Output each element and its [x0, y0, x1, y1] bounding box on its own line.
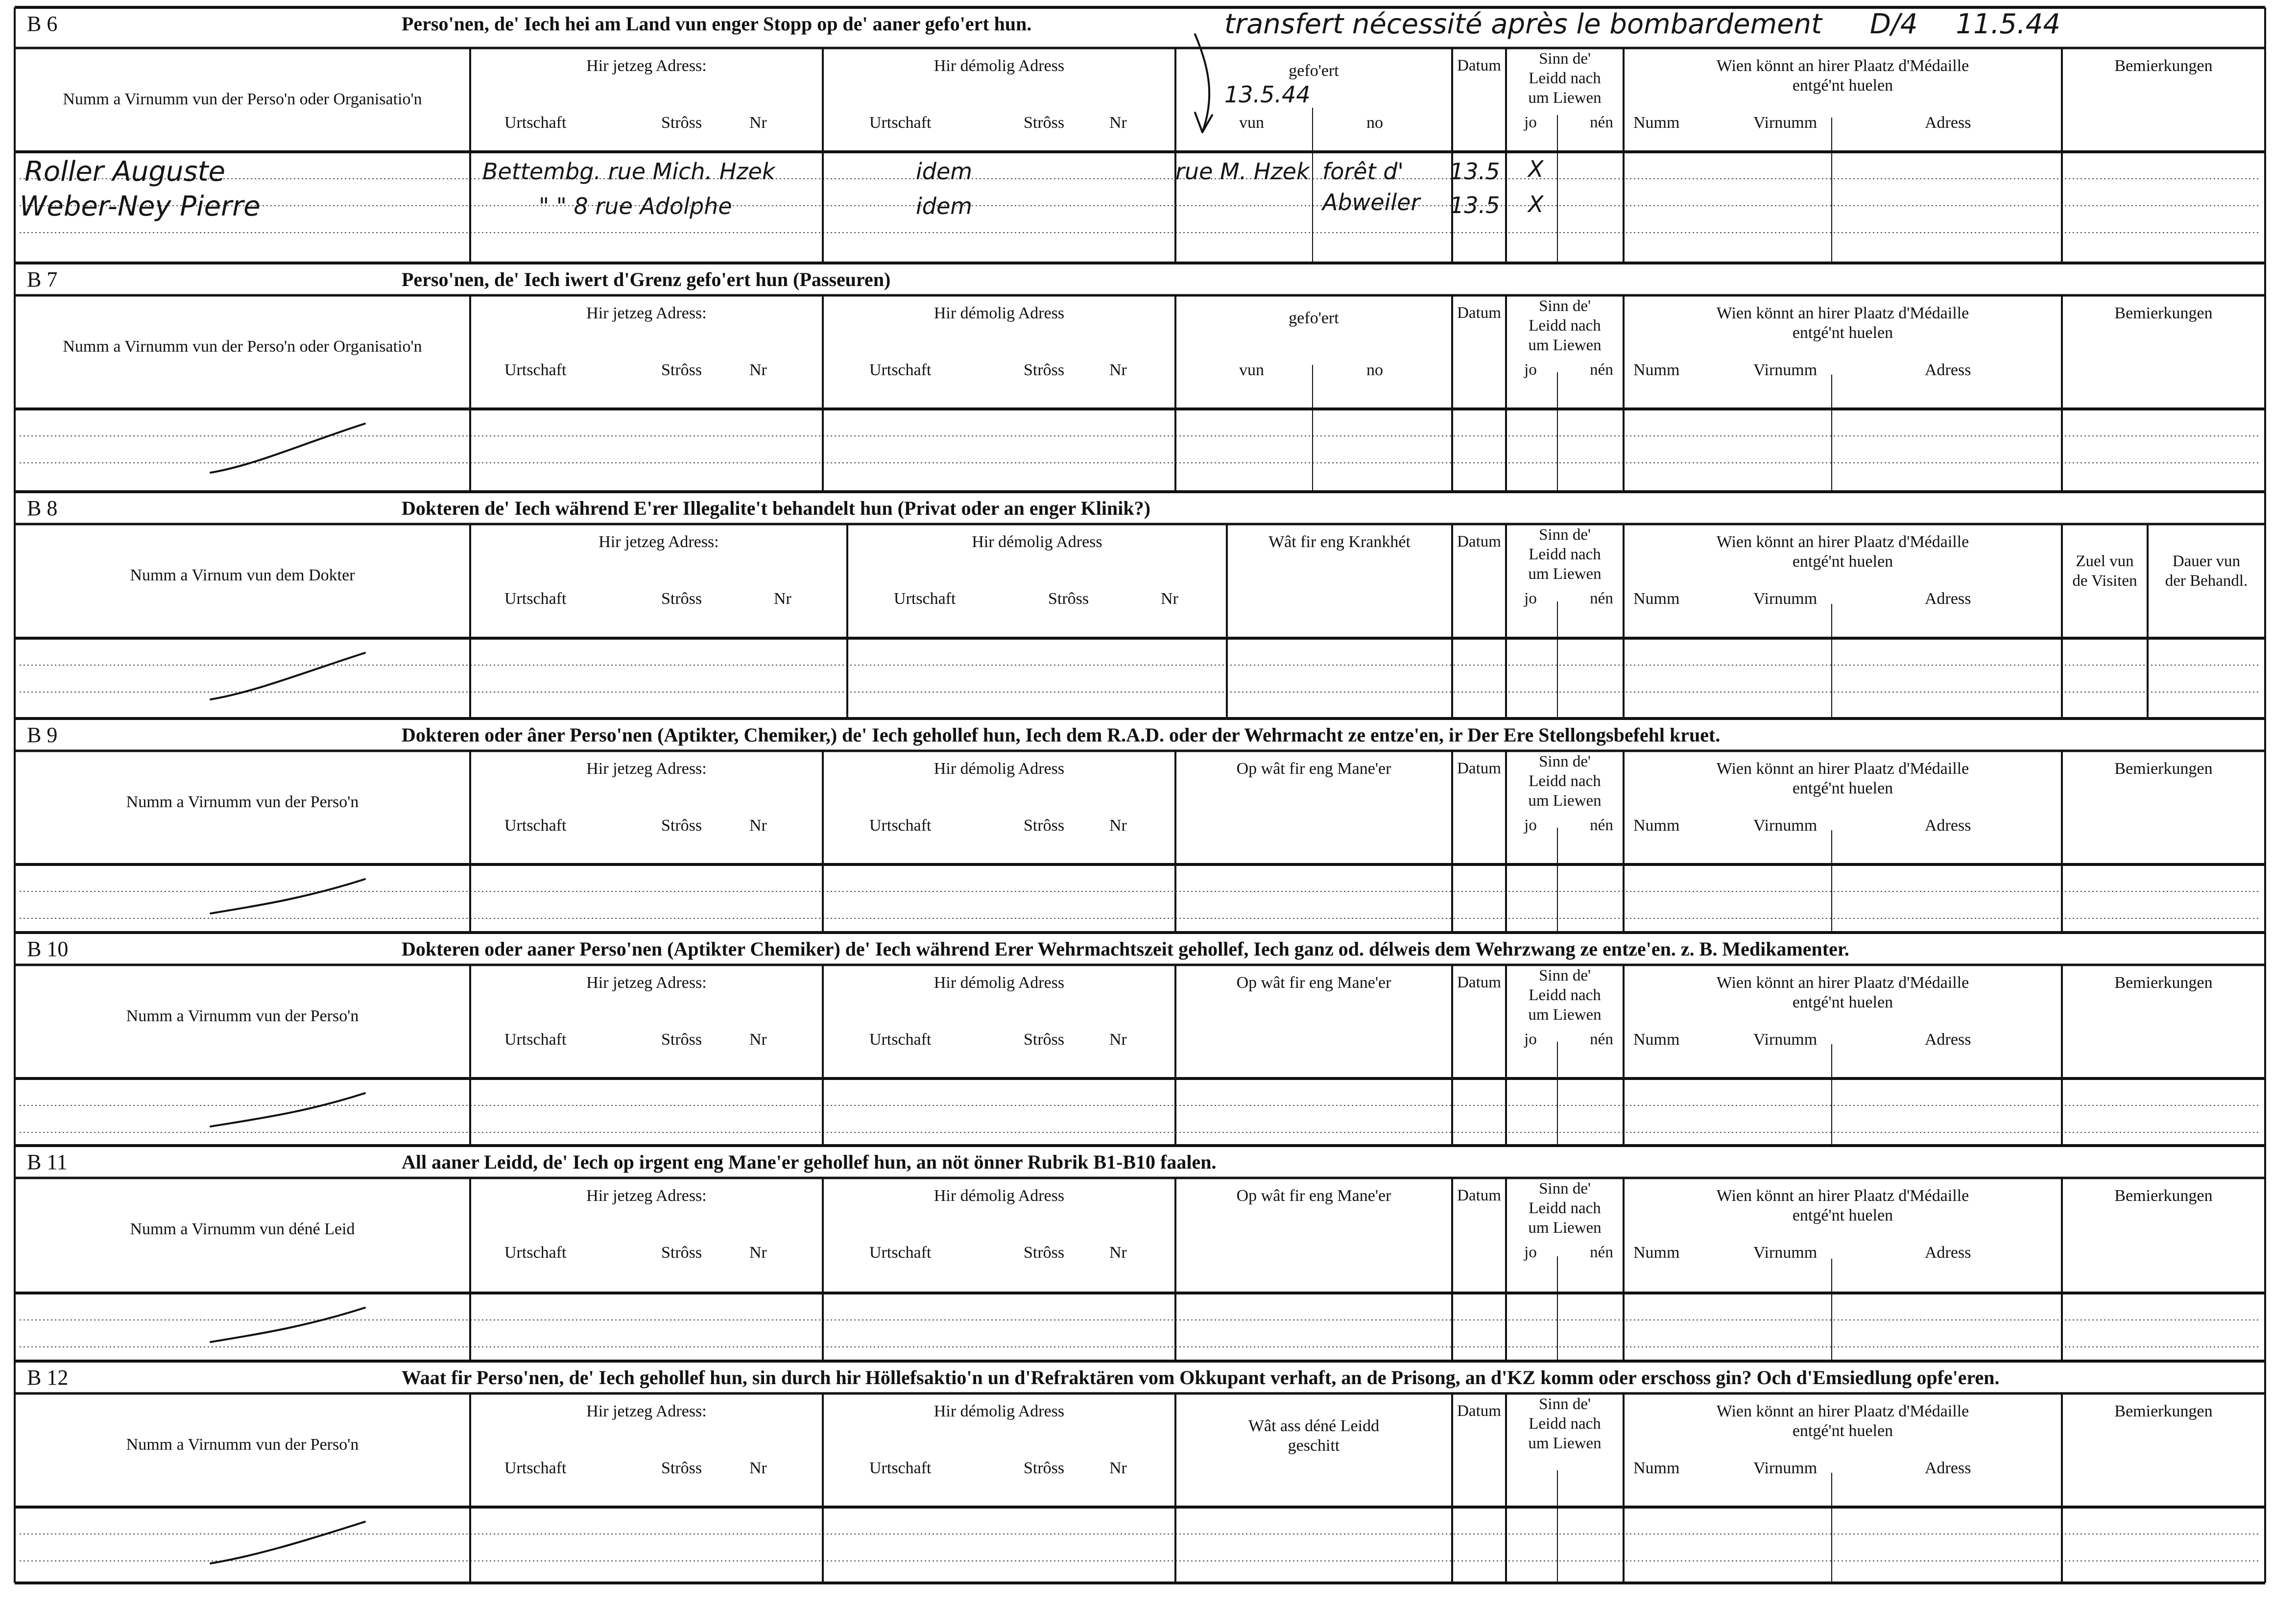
section-b11-sinn-3: um Liewen [1528, 1219, 1602, 1237]
section-b11-nr-1: Nr [749, 1244, 767, 1262]
handwritten-note-text: transfert nécessité après le bombardement [1224, 8, 1822, 40]
section-b7-nr-2: Nr [1109, 361, 1127, 379]
b6-row1-demolig: idem [916, 158, 973, 185]
section-b7-hir-jetzeg: Hir jetzeg Adress: [586, 304, 707, 322]
b6-row2-demolig: idem [916, 193, 973, 219]
section-b10-stross-2: Strôss [1024, 1030, 1065, 1049]
b6-row2-name: Weber-Ney Pierre [20, 191, 261, 222]
section-b6-vun: vun [1239, 114, 1264, 132]
section-b11-wien-2: entgé'nt huelen [1792, 1206, 1893, 1224]
section-b7-sinn-2: Leidd nach [1529, 317, 1601, 335]
section-b10-col-name: Numm a Virnumm vun der Perso'n [126, 1007, 359, 1025]
section-b7-stross-1: Strôss [661, 361, 702, 379]
section-b8-nen: nén [1590, 590, 1613, 607]
section-b11-urtschaft-1: Urtschaft [504, 1244, 567, 1262]
section-b9-hir-jetzeg: Hir jetzeg Adress: [586, 760, 707, 778]
handwritten-note-signature: D/4 [1869, 8, 1918, 40]
section-b8-nr-1: Nr [774, 590, 791, 608]
section-b12-hir-jetzeg: Hir jetzeg Adress: [586, 1402, 707, 1420]
section-b9-empty-strike-mark [211, 879, 365, 913]
section-b12-numm: Numm [1633, 1459, 1680, 1477]
section-b10-nr-1: Nr [749, 1030, 767, 1049]
section-b7-hir-demolig: Hir démolig Adress [933, 304, 1065, 322]
section-b6-adress: Adress [1925, 114, 1971, 132]
handwritten-note-date: 11.5.44 [1956, 8, 2061, 40]
section-b7-urtschaft-2: Urtschaft [869, 361, 932, 379]
section-b6-sinn-3: um Liewen [1528, 89, 1602, 107]
section-b9-maner: Op wât fir eng Mane'er [1236, 760, 1391, 778]
section-b9-sinn-2: Leidd nach [1529, 772, 1601, 790]
section-b11-title: All aaner Leidd, de' Iech op irgent eng Mane'er gehollef hun, an nöt önner Rubrik B1-B10 faalen. [402, 1151, 1217, 1173]
section-b7-numm: Numm [1633, 361, 1680, 379]
section-b9-bemierkungen: Bemierkungen [2114, 760, 2213, 778]
section-b11-stross-2: Strôss [1024, 1244, 1065, 1262]
section-b9-wien-1: Wien könnt an hirer Plaatz d'Médaille [1716, 760, 1969, 778]
section-b8-krankhet: Wât fir eng Krankhét [1268, 533, 1411, 551]
section-b8-stross-1: Strôss [661, 590, 702, 608]
section-b9-sinn-1: Sinn de' [1539, 753, 1591, 770]
section-b6-nr-1: Nr [749, 114, 767, 132]
section-b11-bemierkungen: Bemierkungen [2114, 1187, 2213, 1205]
section-b6-col-name: Numm a Virnumm vun der Perso'n oder Organisatio'n [63, 90, 422, 108]
section-b12-sinn-2: Leidd nach [1529, 1415, 1601, 1433]
section-b6-virnumm: Virnumm [1753, 114, 1818, 132]
b6-row1-datum: 13.5 [1450, 158, 1500, 185]
section-b8-datum: Datum [1457, 533, 1501, 551]
handwritten-note [1224, 8, 2061, 40]
section-b6-sinn-2: Leidd nach [1529, 70, 1601, 87]
section-b11-empty-strike-mark [211, 1308, 365, 1342]
section-b11-id: B 11 [27, 1150, 68, 1174]
section-b10-adress: Adress [1925, 1030, 1971, 1049]
section-b9-hir-demolig: Hir démolig Adress [933, 760, 1065, 778]
section-b10-maner: Op wât fir eng Mane'er [1236, 974, 1391, 992]
b6-row2-jetzeg: " " 8 rue Adolphe [539, 193, 732, 219]
section-b12-wien-1: Wien könnt an hirer Plaatz d'Médaille [1716, 1402, 1969, 1420]
b6-gefoert-date: 13.5.44 [1224, 81, 1311, 108]
section-b8-zuel-2: de Visiten [2072, 572, 2137, 590]
section-b10-sinn-2: Leidd nach [1529, 986, 1601, 1004]
section-b6-nen: nén [1590, 114, 1613, 131]
section-b6-wien-1: Wien könnt an hirer Plaatz d'Médaille [1716, 57, 1969, 75]
section-b10-hir-jetzeg: Hir jetzeg Adress: [586, 974, 707, 992]
section-b12-col-name: Numm a Virnumm vun der Perso'n [126, 1436, 359, 1454]
section-b9-wien-2: entgé'nt huelen [1792, 779, 1893, 797]
section-b11-sinn-2: Leidd nach [1529, 1199, 1601, 1217]
section-b10-stross-1: Strôss [661, 1030, 702, 1049]
section-b11-sinn-1: Sinn de' [1539, 1180, 1591, 1198]
section-b7-datum: Datum [1457, 304, 1501, 322]
section-b8-sinn-3: um Liewen [1528, 565, 1602, 583]
section-b12-title: Waat fir Perso'nen, de' Iech gehollef hun, sin durch hir Höllefsaktio'n un d'Refraktären vom Okkupant verhaft, an de Prisong, an d'KZ komm oder erschoss gin? Och d'Emsiedlung opfe'eren. [402, 1366, 2000, 1389]
section-b8-dauer-2: der Behandl. [2165, 572, 2248, 590]
section-b10-title: Dokteren oder aaner Perso'nen (Aptikter Chemiker) de' Iech während Erer Wehrmachtszeit gehollef, Iech ganz od. délweis dem Wehrzwang ze entze'en. z. B. Medikamenter. [402, 938, 1849, 960]
section-b11-nen: nén [1590, 1244, 1613, 1261]
section-b12-bemierkungen: Bemierkungen [2114, 1402, 2213, 1420]
section-b7-vun: vun [1239, 361, 1264, 379]
section-b6-stross-2: Strôss [1024, 114, 1065, 132]
section-b7-id: B 7 [27, 267, 58, 291]
section-b9-urtschaft-2: Urtschaft [869, 816, 932, 835]
section-b8-nr-2: Nr [1161, 590, 1178, 608]
section-b10-empty-strike-mark [211, 1093, 365, 1126]
section-b12-urtschaft-1: Urtschaft [504, 1459, 567, 1477]
section-b9-adress: Adress [1925, 816, 1971, 835]
section-b8-wien-1: Wien könnt an hirer Plaatz d'Médaille [1716, 533, 1969, 551]
section-b8-hir-jetzeg: Hir jetzeg Adress: [598, 533, 719, 551]
section-b10-wien-2: entgé'nt huelen [1792, 993, 1893, 1011]
section-b8-numm: Numm [1633, 590, 1680, 608]
section-b6-datum: Datum [1457, 57, 1501, 74]
section-b10-virnumm: Virnumm [1753, 1030, 1818, 1049]
section-b11-urtschaft-2: Urtschaft [869, 1244, 932, 1262]
section-b12-stross-1: Strôss [661, 1459, 702, 1477]
section-b7-adress: Adress [1925, 361, 1971, 379]
section-b11-nr-2: Nr [1109, 1244, 1127, 1262]
section-b12-wat-assi-2: geschitt [1288, 1437, 1340, 1455]
section-b7-nen: nén [1590, 361, 1613, 379]
section-b10-jo: jo [1524, 1030, 1537, 1048]
b6-row1-vun: rue M. Hzek [1175, 158, 1310, 185]
b6-row1-name: Roller Auguste [24, 156, 225, 188]
section-b11-stross-1: Strôss [661, 1244, 702, 1262]
section-b9-title: Dokteren oder âner Perso'nen (Aptikter, Chemiker,) de' Iech gehollef hun, Iech dem R.A.D. oder der Wehrmacht ze entze'en, ir Der Ere Stellongsbefehl kruet. [402, 724, 1721, 746]
section-b8-title: Dokteren de' Iech während E'rer Illegalite't behandelt hun (Privat oder an enger Klinik?) [402, 497, 1150, 519]
section-b10-numm: Numm [1633, 1030, 1680, 1049]
section-b9-datum: Datum [1457, 760, 1501, 777]
section-b7-jo: jo [1524, 361, 1537, 379]
section-b10-nen: nén [1590, 1030, 1613, 1048]
section-b9-col-name: Numm a Virnumm vun der Perso'n [126, 793, 359, 811]
section-b7-col-name: Numm a Virnumm vun der Perso'n oder Organisatio'n [63, 337, 422, 356]
section-b11-hir-demolig: Hir démolig Adress [933, 1187, 1065, 1205]
section-b9-stross-2: Strôss [1024, 816, 1065, 835]
section-b8-adress: Adress [1925, 590, 1971, 608]
section-b11-virnumm: Virnumm [1753, 1244, 1818, 1262]
section-b7-sinn-1: Sinn de' [1539, 297, 1591, 315]
section-b9-virnumm: Virnumm [1753, 816, 1818, 835]
section-b7-virnumm: Virnumm [1753, 361, 1818, 379]
section-b8-sinn-1: Sinn de' [1539, 526, 1591, 544]
section-b7-title: Perso'nen, de' Iech iwert d'Grenz gefo'ert hun (Passeuren) [402, 268, 891, 290]
section-b10-wien-1: Wien könnt an hirer Plaatz d'Médaille [1716, 974, 1969, 992]
section-b7-nr-1: Nr [749, 361, 767, 379]
section-b6-title: Perso'nen, de' Iech hei am Land vun enger Stopp op de' aaner gefo'ert hun. [402, 13, 1032, 35]
section-b12-id: B 12 [27, 1365, 69, 1389]
section-b12-sinn-1: Sinn de' [1539, 1395, 1591, 1413]
section-b9-urtschaft-1: Urtschaft [504, 816, 567, 835]
section-b6-hir-demolig: Hir démolig Adress [933, 57, 1065, 75]
section-b6-urtschaft-1: Urtschaft [504, 114, 567, 132]
section-b9-stross-1: Strôss [661, 816, 702, 835]
section-b12-wien-2: entgé'nt huelen [1792, 1422, 1893, 1440]
section-b7-wien-2: entgé'nt huelen [1792, 324, 1893, 342]
section-b12-stross-2: Strôss [1024, 1459, 1065, 1477]
section-b11-jo: jo [1524, 1244, 1537, 1261]
section-b7-no: no [1366, 361, 1383, 379]
section-b6-no: no [1366, 114, 1383, 132]
section-b11-wien-1: Wien könnt an hirer Plaatz d'Médaille [1716, 1187, 1969, 1205]
section-b6-wien-2: entgé'nt huelen [1792, 76, 1893, 95]
section-b10-urtschaft-2: Urtschaft [869, 1030, 932, 1049]
section-b12-virnumm: Virnumm [1753, 1459, 1818, 1477]
section-b7-bemierkungen: Bemierkungen [2114, 304, 2213, 322]
section-b9-sinn-3: um Liewen [1528, 792, 1602, 810]
b6-row2-jo-mark: X [1528, 191, 1544, 217]
section-b8-sinn-2: Leidd nach [1529, 546, 1601, 563]
section-b9-jo: jo [1524, 816, 1537, 834]
section-b8-id: B 8 [27, 496, 58, 520]
section-b9-nr-2: Nr [1109, 816, 1127, 835]
section-b8-hir-demolig: Hir démolig Adress [972, 533, 1102, 551]
b6-row1-jetzeg: Bettembg. rue Mich. Hzek [482, 158, 775, 185]
b6-row2-no: Abweiler [1322, 189, 1420, 216]
section-b6-bemierkungen: Bemierkungen [2114, 57, 2213, 75]
section-b6-jo: jo [1524, 114, 1537, 131]
section-b11-maner: Op wât fir eng Mane'er [1236, 1187, 1391, 1205]
section-b12-hir-demolig: Hir démolig Adress [933, 1402, 1065, 1420]
section-b7-wien-1: Wien könnt an hirer Plaatz d'Médaille [1716, 304, 1969, 322]
section-b12-urtschaft-2: Urtschaft [869, 1459, 932, 1477]
section-b9-nen: nén [1590, 816, 1613, 834]
section-b8-wien-2: entgé'nt huelen [1792, 552, 1893, 571]
section-b6-id: B 6 [27, 12, 58, 36]
section-b12-sinn-3: um Liewen [1528, 1435, 1602, 1452]
section-b6-urtschaft-2: Urtschaft [869, 114, 932, 132]
section-b6-numm: Numm [1633, 114, 1680, 132]
section-b8-dauer-1: Dauer vun [2172, 552, 2241, 570]
section-b8-jo: jo [1524, 590, 1537, 607]
b6-row2-datum: 13.5 [1450, 192, 1500, 218]
section-b7-empty-strike-mark [211, 424, 365, 473]
section-b10-hir-demolig: Hir démolig Adress [933, 974, 1065, 992]
section-b8-urtschaft-1: Urtschaft [504, 590, 567, 608]
section-b12-empty-strike-mark [211, 1522, 365, 1563]
section-b11-numm: Numm [1633, 1244, 1680, 1262]
section-b11-adress: Adress [1925, 1244, 1971, 1262]
section-b6-hir-jetzeg: Hir jetzeg Adress: [586, 57, 707, 75]
section-b10-sinn-1: Sinn de' [1539, 967, 1591, 984]
section-b9-numm: Numm [1633, 816, 1680, 835]
section-b6-stross-1: Strôss [661, 114, 702, 132]
section-b12-wat-assi-1: Wât ass déné Leidd [1248, 1417, 1380, 1435]
b6-row1-jo-mark: X [1528, 156, 1544, 182]
section-b12-adress: Adress [1925, 1459, 1971, 1477]
section-b6-nr-2: Nr [1109, 114, 1127, 132]
section-b8-stross-2: Strôss [1048, 590, 1089, 608]
section-b10-nr-2: Nr [1109, 1030, 1127, 1049]
section-b7-urtschaft-1: Urtschaft [504, 361, 567, 379]
section-b7-gefoert: gefo'ert [1289, 309, 1339, 327]
section-b11-col-name: Numm a Virnumm vun déné Leid [130, 1220, 355, 1238]
b6-row1-no: forêt d' [1322, 158, 1404, 185]
section-b8-zuel-1: Zuel vun [2076, 552, 2134, 570]
section-b7-sinn-3: um Liewen [1528, 336, 1602, 354]
section-b6-sinn-1: Sinn de' [1539, 50, 1591, 68]
section-b9-id: B 9 [27, 723, 58, 747]
section-b12-nr-2: Nr [1109, 1459, 1127, 1477]
section-b8-col-name: Numm a Virnum vun dem Dokter [130, 566, 355, 584]
section-b10-datum: Datum [1457, 974, 1501, 991]
section-b11-hir-jetzeg: Hir jetzeg Adress: [586, 1187, 707, 1205]
section-b6-gefoert: gefo'ert [1289, 62, 1339, 80]
section-b8-urtschaft-2: Urtschaft [894, 590, 956, 608]
section-b11-datum: Datum [1457, 1187, 1501, 1204]
section-b8-virnumm: Virnumm [1753, 590, 1818, 608]
section-b12-datum: Datum [1457, 1402, 1501, 1420]
section-b10-urtschaft-1: Urtschaft [504, 1030, 567, 1049]
section-b10-bemierkungen: Bemierkungen [2114, 974, 2213, 992]
section-b10-id: B 10 [27, 937, 69, 961]
section-b7-stross-2: Strôss [1024, 361, 1065, 379]
section-b10-sinn-3: um Liewen [1528, 1006, 1602, 1024]
section-b9-nr-1: Nr [749, 816, 767, 835]
section-b12-nr-1: Nr [749, 1459, 767, 1477]
